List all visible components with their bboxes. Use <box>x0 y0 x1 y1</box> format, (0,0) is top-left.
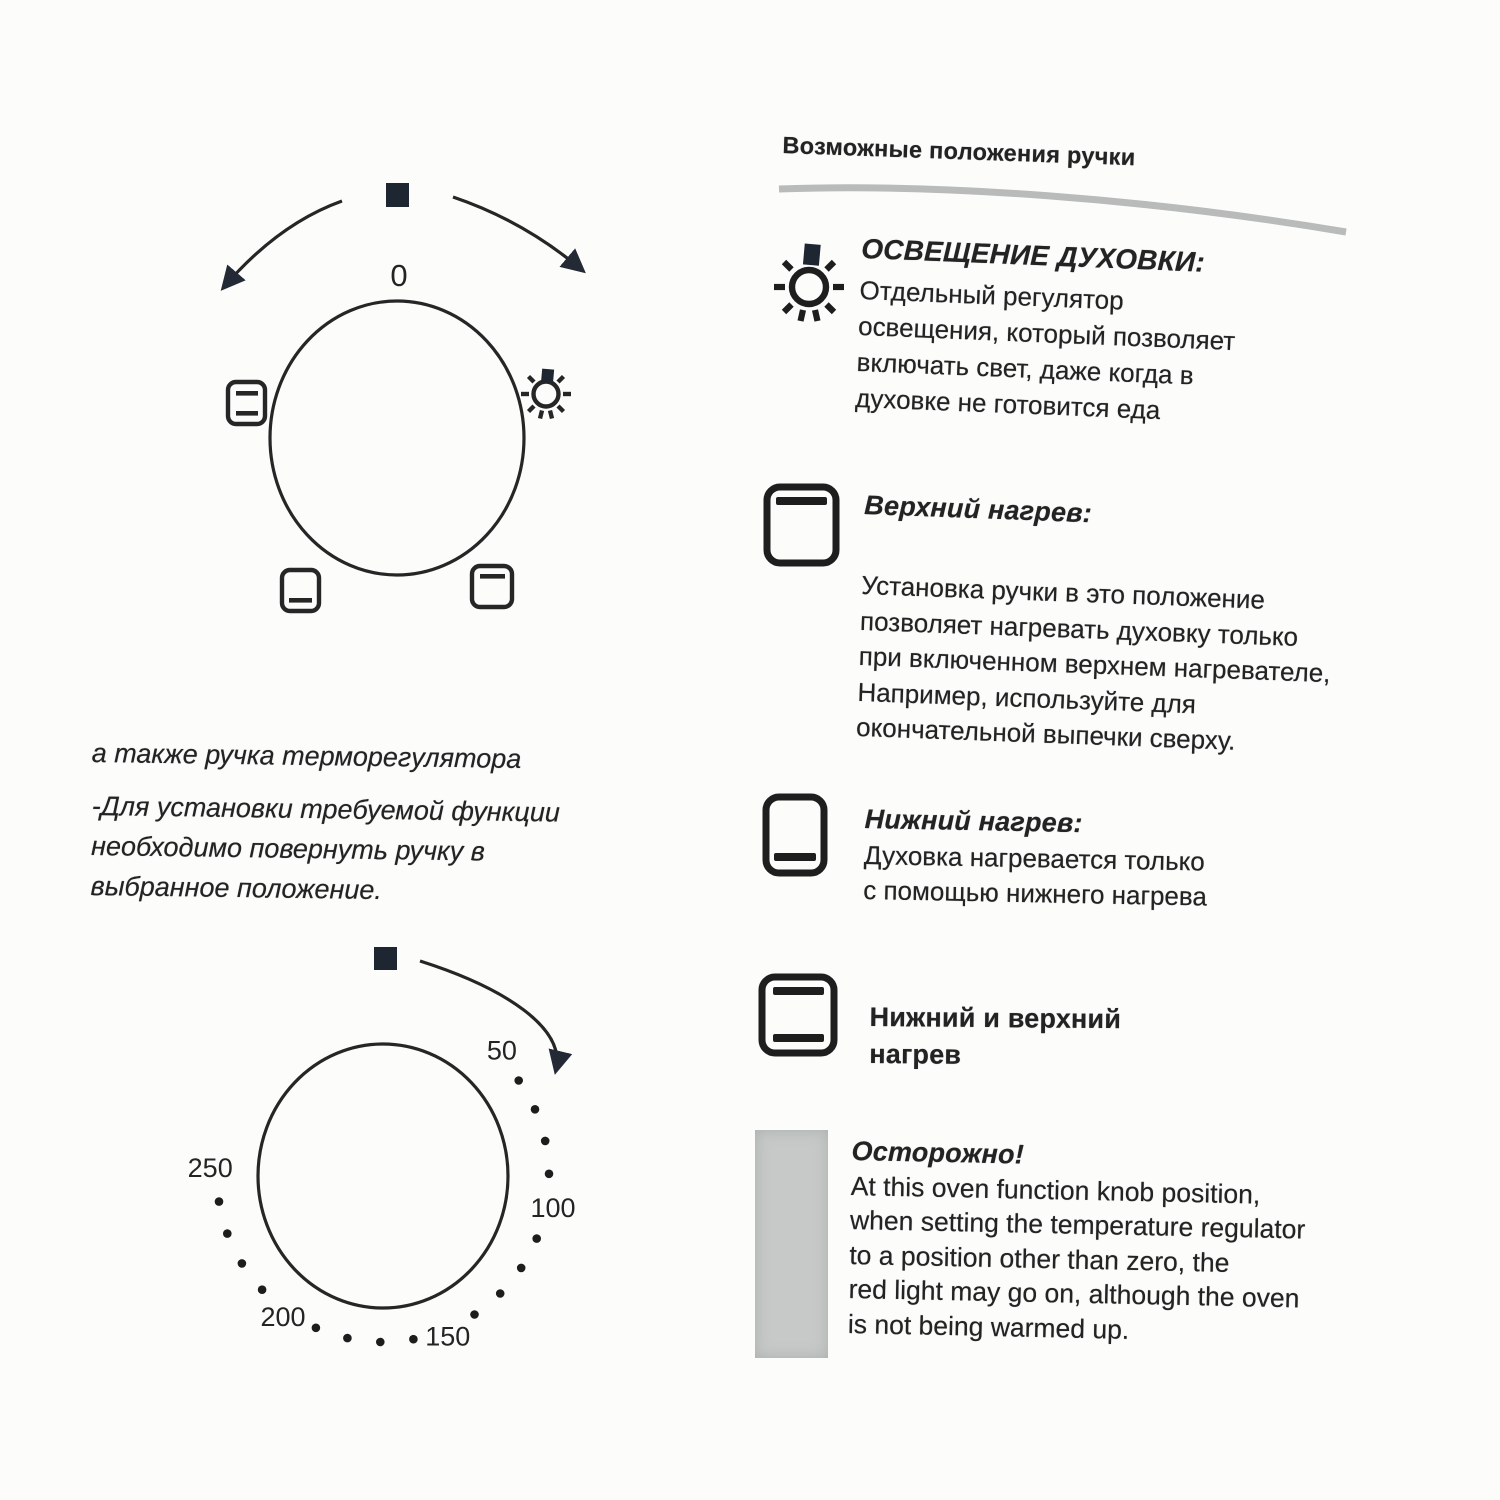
knob-marker <box>386 183 409 207</box>
temperature-label: 150 <box>425 1321 471 1352</box>
top-heat-icon <box>472 566 512 607</box>
header-underline-swoosh <box>779 188 1346 232</box>
section-both-heat <box>755 975 1375 1073</box>
section-body: Установка ручки в это положение позволяет нагревать духовку только при включенном верхнем нагревателе, Например, используйте для окончательной выпечки сверху. <box>855 569 1331 757</box>
section-heading: ОСВЕЩЕНИЕ ДУХОВКИ: <box>860 232 1206 278</box>
rotate-left-arrow <box>224 201 342 287</box>
both-heat-icon <box>228 382 265 424</box>
temperature-label: 200 <box>260 1302 306 1333</box>
top-heat-icon <box>763 483 840 567</box>
temperature-label: 250 <box>187 1153 233 1184</box>
temperature-tick-dot <box>531 1105 540 1114</box>
thermostat-note-instruction: -Для установки требуемой функции необходимо повернуть ручку в выбранное положение. <box>90 790 561 906</box>
knob-marker <box>374 947 397 970</box>
section-caution <box>755 1130 1375 1345</box>
section-body: Отдельный регулятор освещения, который позволяет включать свет, даже когда в духовке не готовится еда <box>854 274 1236 426</box>
bottom-heat-icon <box>282 570 319 611</box>
section-heading: Верхний нагрев: <box>863 489 1093 529</box>
oven-light-icon <box>521 369 571 419</box>
oven-light-icon <box>764 235 854 327</box>
temperature-tick-dot <box>514 1076 523 1085</box>
zero-position-label: 0 <box>390 258 408 293</box>
temperature-dial <box>188 947 576 1351</box>
temperature-tick-dot <box>215 1197 224 1206</box>
page-title: Возможные положения ручки <box>782 132 1136 171</box>
temperature-tick-dot <box>545 1170 554 1179</box>
temperature-tick-dot <box>532 1234 541 1243</box>
temperature-tick-dot <box>496 1289 505 1298</box>
temperature-tick-dot <box>470 1310 479 1319</box>
temperature-knob-circle <box>258 1044 508 1308</box>
section-heading: Нижний нагрев: <box>864 803 1083 839</box>
temperature-tick-dot <box>258 1285 267 1294</box>
rotate-right-arrow <box>453 197 582 270</box>
temperature-tick-dot <box>238 1259 247 1268</box>
temperature-tick-dot <box>376 1338 385 1347</box>
section-bottom-heat <box>755 802 1375 912</box>
both-heat-icon <box>758 973 838 1057</box>
caution-bar <box>755 1130 828 1358</box>
temperature-tick-dot <box>312 1324 321 1333</box>
temperature-tick-dot <box>343 1334 352 1343</box>
thermostat-note-intro: а также ручка терморегулятора <box>91 737 522 774</box>
section-body: At this oven function knob position, when setting the temperature regulator to a position other than zero, the red light may go on, although the oven is not being warmed up. <box>847 1170 1306 1345</box>
function-dial <box>224 183 582 611</box>
section-top-heat <box>755 488 1375 757</box>
temperature-tick-dot <box>409 1335 418 1344</box>
temperature-tick-dot <box>223 1229 232 1238</box>
bottom-heat-icon <box>762 793 828 877</box>
section-heading: Осторожно! <box>851 1135 1025 1170</box>
temperature-label: 50 <box>486 1035 517 1066</box>
temperature-label: 100 <box>530 1193 576 1224</box>
section-heading: Нижний и верхний нагрев <box>869 1001 1122 1070</box>
section-oven-light <box>755 232 1375 426</box>
temperature-tick-dot <box>541 1137 550 1146</box>
temperature-tick-dot <box>517 1264 526 1273</box>
function-knob-circle <box>270 301 524 575</box>
temperature-scale <box>188 1035 576 1351</box>
section-body: Духовка нагревается только с помощью нижнего нагрева <box>863 839 1208 912</box>
